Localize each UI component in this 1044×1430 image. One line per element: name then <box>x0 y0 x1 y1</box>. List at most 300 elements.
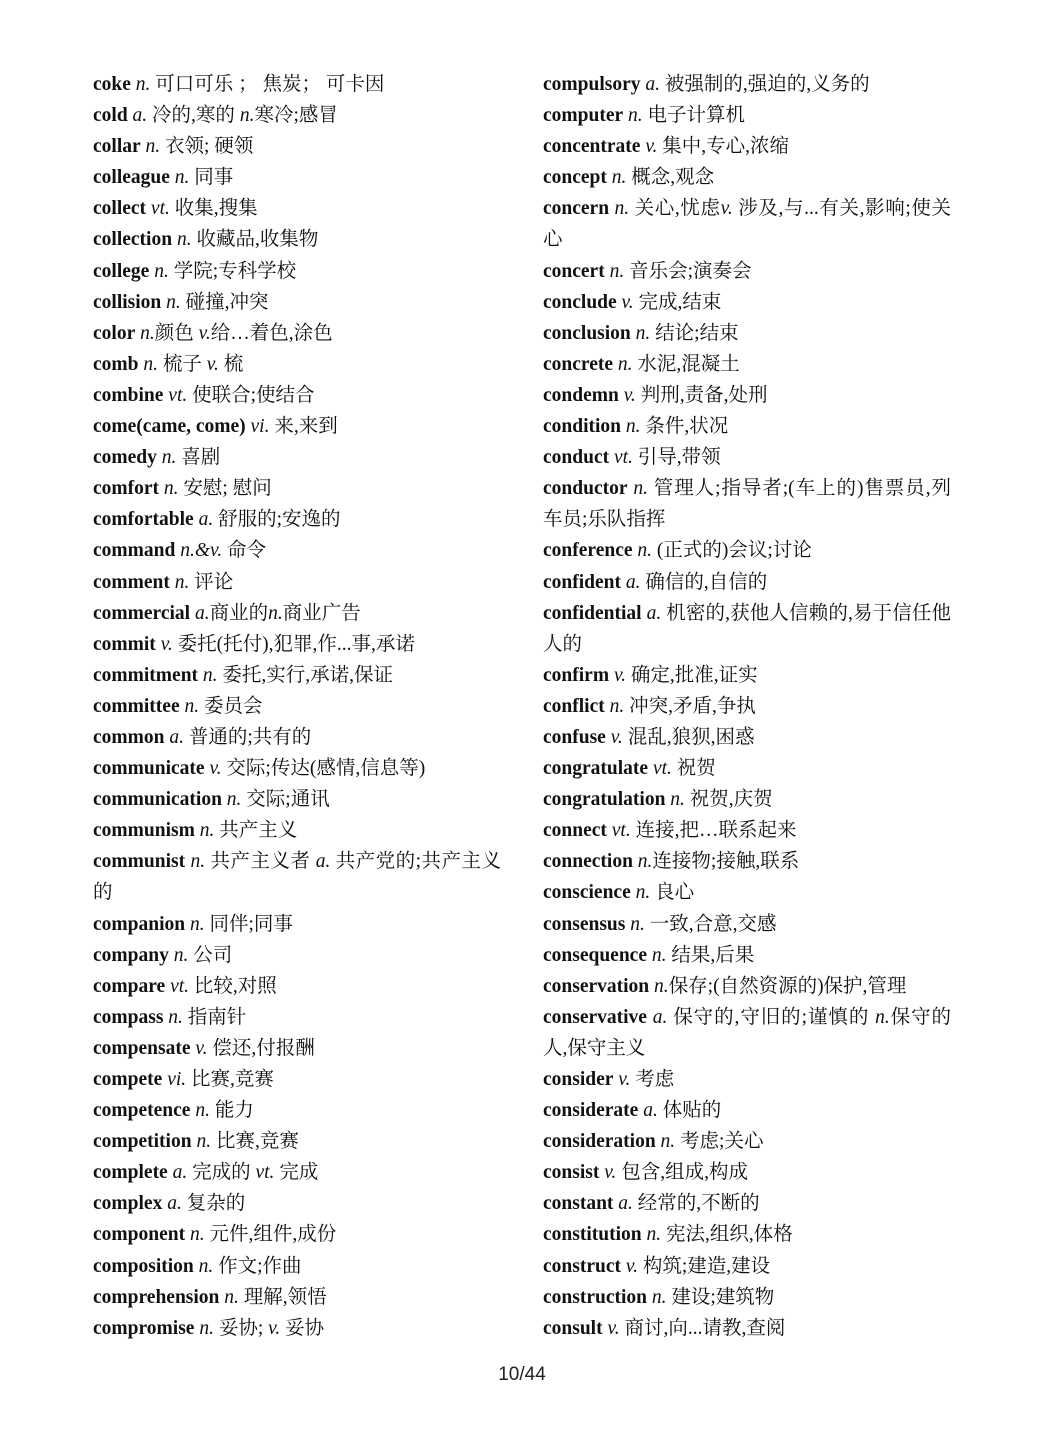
definition: 祝贺 <box>671 758 716 780</box>
part-of-speech: v. <box>204 758 222 780</box>
headword: communist <box>93 851 186 873</box>
definition: 复杂的 <box>181 1193 246 1215</box>
headword: congratulation <box>543 789 666 811</box>
part-of-speech: a. <box>646 1006 668 1028</box>
part-of-speech: a. <box>315 851 331 873</box>
part-of-speech: n. <box>621 416 641 438</box>
headword: confidential <box>543 602 642 624</box>
headword: company <box>93 944 169 966</box>
dictionary-entry <box>93 1064 501 1095</box>
dictionary-entry <box>93 753 501 784</box>
definition: 电子计算机 <box>642 105 746 127</box>
part-of-speech: vt. <box>648 758 672 780</box>
part-of-speech: n. <box>609 198 630 220</box>
dictionary-entry <box>543 877 951 908</box>
dictionary-entry <box>93 1002 501 1033</box>
dictionary-entry <box>93 224 501 255</box>
definition: 冲突,矛盾,争执 <box>624 695 756 717</box>
dictionary-entry <box>543 535 951 566</box>
definition: 公司 <box>188 944 233 966</box>
definition: 理解,领悟 <box>238 1286 327 1308</box>
part-of-speech: n. <box>163 1006 183 1028</box>
headword: committee <box>93 695 180 717</box>
part-of-speech: n. <box>604 695 625 717</box>
dictionary-entry <box>543 1002 951 1064</box>
part-of-speech: v. <box>618 384 636 406</box>
part-of-speech: n. <box>168 944 189 966</box>
dictionary-entry <box>93 69 501 100</box>
dictionary-entry <box>93 815 501 846</box>
definition: 涉及,与...有关,影响;使关心 <box>543 198 951 251</box>
dictionary-entry <box>93 287 501 318</box>
headword: command <box>93 540 176 562</box>
headword: confident <box>543 571 621 593</box>
headword: companion <box>93 913 186 935</box>
definition: 评论 <box>189 571 234 593</box>
headword: consensus <box>543 913 626 935</box>
part-of-speech: n. <box>623 105 643 127</box>
headword: condemn <box>543 384 619 406</box>
part-of-speech: a. <box>190 602 210 624</box>
definition: 梳子 <box>158 353 207 375</box>
dictionary-entry <box>543 846 951 877</box>
headword: conduct <box>543 447 610 469</box>
definition: 颜色 <box>154 322 199 344</box>
headword: competence <box>93 1100 191 1122</box>
dictionary-entry <box>93 318 501 349</box>
left-column <box>93 69 501 1344</box>
headword: common <box>93 726 165 748</box>
headword: compete <box>93 1069 163 1090</box>
part-of-speech: n. <box>641 1224 662 1246</box>
dictionary-entry <box>93 1219 501 1250</box>
dictionary-entry <box>93 909 501 940</box>
definition: 管理人;指导者;(车上的)售票员,列车员;乐队指挥 <box>543 478 952 531</box>
headword: consequence <box>543 944 647 966</box>
definition: 学院;专科学校 <box>168 260 297 282</box>
headword: conclude <box>543 291 617 313</box>
definition: 连接物;接触,联系 <box>652 851 800 873</box>
dictionary-entry <box>93 442 501 473</box>
dictionary-entry <box>93 940 501 971</box>
headword: comment <box>93 571 170 593</box>
page-number: 10/44 <box>498 1364 546 1385</box>
part-of-speech: a. <box>193 509 214 531</box>
dictionary-entry <box>543 1095 951 1126</box>
headword: concrete <box>543 353 614 375</box>
part-of-speech: v. <box>605 726 623 748</box>
definition: 能力 <box>209 1100 254 1122</box>
dictionary-entry <box>93 504 501 535</box>
headword: computer <box>543 105 624 127</box>
definition: 关心,忧虑 <box>629 198 721 220</box>
part-of-speech: a. <box>640 74 660 95</box>
definition: 一致,合意,交感 <box>644 913 777 935</box>
headword: conflict <box>543 695 605 717</box>
dictionary-entry <box>93 971 501 1002</box>
part-of-speech: vt. <box>163 384 188 406</box>
definition: 结论;结束 <box>650 322 739 344</box>
headword: commit <box>93 633 156 655</box>
definition: 指南针 <box>182 1006 247 1028</box>
definition: 商业广告 <box>282 602 361 624</box>
headword: consult <box>543 1317 603 1339</box>
dictionary-entry <box>93 535 501 566</box>
part-of-speech: n. <box>630 322 651 344</box>
dictionary-entry <box>93 567 501 598</box>
dictionary-entry <box>93 162 501 193</box>
dictionary-entry <box>93 691 501 722</box>
dictionary-entry <box>543 815 951 846</box>
dictionary-entry <box>93 1157 501 1188</box>
part-of-speech: n.&v. <box>175 540 223 562</box>
headword: competition <box>93 1131 192 1153</box>
headword: conclusion <box>543 322 631 344</box>
dictionary-entry <box>543 442 951 473</box>
part-of-speech: n. <box>185 851 206 873</box>
headword: confuse <box>543 726 606 748</box>
headword: consider <box>543 1069 614 1090</box>
dictionary-entry <box>543 1219 951 1250</box>
definition: 确信的,自信的 <box>640 571 768 593</box>
headword: compulsory <box>543 74 641 95</box>
dictionary-entry <box>543 1188 951 1219</box>
part-of-speech: n. <box>239 105 255 127</box>
definition: 交际;传达(感情,信息等) <box>221 758 426 780</box>
headword: collect <box>93 198 147 220</box>
definition: 结果,后果 <box>666 944 755 966</box>
headword: comfort <box>93 478 160 500</box>
part-of-speech: n. <box>625 913 645 935</box>
dictionary-entry <box>543 411 951 442</box>
definition: 委托,实行,承诺,保证 <box>217 664 394 686</box>
headword: communism <box>93 820 195 842</box>
definition: 梳 <box>218 353 244 375</box>
part-of-speech: v. <box>616 291 634 313</box>
definition: 来,来到 <box>269 416 338 438</box>
definition: 冷的,寒的 <box>147 105 240 127</box>
definition: 确定,批准,证实 <box>626 664 758 686</box>
dictionary-entry <box>543 69 951 100</box>
headword: compromise <box>93 1317 195 1339</box>
headword: comedy <box>93 447 157 469</box>
dictionary-entry <box>93 1126 501 1157</box>
dictionary-entry <box>543 349 951 380</box>
definition: 偿还,付报酬 <box>207 1037 315 1059</box>
headword: collar <box>93 136 141 158</box>
headword: conservation <box>543 975 650 997</box>
headword: concern <box>543 198 610 220</box>
dictionary-entry <box>93 846 501 908</box>
dictionary-entry <box>93 411 501 442</box>
dictionary-entry <box>543 567 951 598</box>
dictionary-entry <box>543 193 951 255</box>
part-of-speech: a. <box>641 602 662 624</box>
definition: (正式的)会议;讨论 <box>652 540 812 562</box>
part-of-speech: v. <box>609 664 627 686</box>
part-of-speech: v. <box>620 1255 638 1277</box>
headword: composition <box>93 1255 194 1277</box>
definition: 同伴;同事 <box>204 913 293 935</box>
dictionary-entry <box>543 256 951 287</box>
part-of-speech: v. <box>613 1069 631 1090</box>
headword: compass <box>93 1006 164 1028</box>
definition: 比赛,竞赛 <box>186 1069 274 1090</box>
part-of-speech: n. <box>649 975 669 997</box>
definition: 收藏品,收集物 <box>191 229 319 251</box>
part-of-speech: n. <box>613 353 633 375</box>
definition: 使联合;使结合 <box>187 384 315 406</box>
part-of-speech: a. <box>613 1193 633 1215</box>
definition: 包含,组成,构成 <box>616 1162 748 1184</box>
headword: comfortable <box>93 509 194 531</box>
headword: comb <box>93 353 139 375</box>
part-of-speech: vt. <box>609 447 633 469</box>
dictionary-entry <box>93 100 501 131</box>
definition: 商讨,向...请教,查阅 <box>619 1317 786 1339</box>
part-of-speech: n. <box>627 478 648 500</box>
definition: 元件,组件,成份 <box>204 1224 337 1246</box>
part-of-speech: n. <box>632 851 653 873</box>
dictionary-entry <box>93 660 501 691</box>
headword: coke <box>93 74 131 95</box>
definition: 比较,对照 <box>189 975 277 997</box>
part-of-speech: v. <box>206 353 219 375</box>
part-of-speech: a. <box>638 1100 658 1122</box>
part-of-speech: v. <box>155 633 173 655</box>
definition: 概念,观念 <box>626 167 715 189</box>
definition: 集中,专心,浓缩 <box>657 136 790 158</box>
dictionary-entry <box>543 287 951 318</box>
part-of-speech: v. <box>602 1317 620 1339</box>
definition: 商业的 <box>209 602 269 624</box>
headword: conscience <box>543 882 631 904</box>
part-of-speech: vt. <box>165 975 190 997</box>
part-of-speech: n. <box>630 882 651 904</box>
definition: 保守的,守旧的;谨慎的 <box>667 1006 876 1028</box>
headword: concept <box>543 167 607 189</box>
part-of-speech: vt. <box>606 820 631 842</box>
dictionary-entry <box>543 473 951 535</box>
definition: 混乱,狼狈,困惑 <box>622 726 755 748</box>
dictionary-entry <box>93 349 501 380</box>
definition: 收集,搜集 <box>169 198 258 220</box>
headword: commitment <box>93 664 199 686</box>
right-column <box>543 69 951 1344</box>
part-of-speech: n. <box>138 353 158 375</box>
part-of-speech: n. <box>221 789 242 811</box>
headword: concentrate <box>543 136 641 158</box>
headword: colleague <box>93 167 170 189</box>
definition: 保守的人,保守主义 <box>543 1006 951 1059</box>
headword: conservative <box>543 1006 647 1028</box>
part-of-speech: n. <box>156 447 177 469</box>
dictionary-entry <box>543 100 951 131</box>
dictionary-entry <box>93 1033 501 1064</box>
headword: collision <box>93 291 162 313</box>
definition: 良心 <box>650 882 695 904</box>
part-of-speech: n. <box>655 1131 676 1153</box>
definition: 喜剧 <box>176 447 221 469</box>
headword: concert <box>543 260 605 282</box>
part-of-speech: n. <box>194 820 215 842</box>
part-of-speech: n. <box>172 229 192 251</box>
definition: 宪法,组织,体格 <box>661 1224 793 1246</box>
definition: 判刑,责备,处刑 <box>635 384 768 406</box>
dictionary-entry <box>543 1126 951 1157</box>
definition: 水泥,混凝土 <box>632 353 740 375</box>
part-of-speech: n. <box>161 291 181 313</box>
part-of-speech: n. <box>130 74 151 95</box>
headword: constant <box>543 1193 614 1215</box>
headword: college <box>93 260 150 282</box>
dictionary-entry <box>543 691 951 722</box>
definition: 机密的,获他人信赖的,易于信任他人的 <box>543 602 951 655</box>
definition: 被强制的,强迫的,义务的 <box>660 74 870 95</box>
part-of-speech: n. <box>185 913 205 935</box>
part-of-speech: vi. <box>245 416 270 438</box>
part-of-speech: n. <box>140 136 161 158</box>
part-of-speech: a. <box>164 726 184 748</box>
part-of-speech: n. <box>169 167 190 189</box>
part-of-speech: vt. <box>146 198 170 220</box>
part-of-speech: n. <box>191 1131 212 1153</box>
part-of-speech: n. <box>194 1317 214 1339</box>
dictionary-entry <box>93 473 501 504</box>
part-of-speech: vi. <box>162 1069 187 1090</box>
definition: 祝贺,庆贺 <box>684 789 773 811</box>
headword: compensate <box>93 1037 191 1059</box>
part-of-speech: vt. <box>255 1162 275 1184</box>
definition: 引导,带领 <box>632 447 721 469</box>
dictionary-entry <box>543 784 951 815</box>
definition: 构筑;建造,建设 <box>637 1255 771 1277</box>
part-of-speech: n. <box>185 1224 205 1246</box>
headword: combine <box>93 384 164 406</box>
definition: 可口可乐 ； 焦炭； 可卡因 <box>150 74 385 95</box>
definition: 同事 <box>189 167 234 189</box>
definition: 经常的,不断的 <box>632 1193 760 1215</box>
definition: 舒服的;安逸的 <box>213 509 341 531</box>
definition: 保存;(自然资源的)保护,管理 <box>668 975 907 997</box>
definition: 比赛,竞赛 <box>211 1131 299 1153</box>
dictionary-entry <box>93 629 501 660</box>
dictionary-entry <box>93 256 501 287</box>
part-of-speech: v. <box>268 1317 281 1339</box>
part-of-speech: n. <box>159 478 179 500</box>
dictionary-entry <box>93 1313 501 1344</box>
headword: conference <box>543 540 633 562</box>
dictionary-entry <box>543 660 951 691</box>
headword: color <box>93 322 136 344</box>
definition: 完成的 <box>187 1162 256 1184</box>
definition: 完成 <box>274 1162 319 1184</box>
headword: complex <box>93 1193 163 1215</box>
dictionary-entry <box>543 1282 951 1313</box>
part-of-speech: v. <box>720 198 733 220</box>
dictionary-entry <box>93 131 501 162</box>
dictionary-entry <box>543 971 951 1002</box>
headword: connect <box>543 820 607 842</box>
dictionary-entry <box>93 784 501 815</box>
headword: communication <box>93 789 222 811</box>
definition: 条件,状况 <box>640 416 729 438</box>
part-of-speech: n. <box>875 1006 890 1028</box>
headword: considerate <box>543 1100 639 1122</box>
dictionary-entry <box>543 722 951 753</box>
dictionary-entry <box>543 909 951 940</box>
part-of-speech: n. <box>665 789 685 811</box>
headword: connection <box>543 851 633 873</box>
headword: construct <box>543 1255 621 1277</box>
part-of-speech: n. <box>632 540 653 562</box>
headword: consist <box>543 1162 600 1184</box>
part-of-speech: a. <box>621 571 641 593</box>
dictionary-entry <box>93 598 501 629</box>
part-of-speech: n. <box>606 167 627 189</box>
dictionary-entry <box>543 1251 951 1282</box>
dictionary-entry <box>543 162 951 193</box>
dictionary-entry <box>543 318 951 349</box>
definition: 妥协; <box>213 1317 269 1339</box>
dictionary-entry <box>93 380 501 411</box>
definition: 连接,把…联系起来 <box>630 820 797 842</box>
headword: collection <box>93 229 173 251</box>
definition: 妥协 <box>280 1317 325 1339</box>
part-of-speech: n. <box>135 322 155 344</box>
headword: commercial <box>93 602 191 624</box>
part-of-speech: v. <box>190 1037 208 1059</box>
headword: constitution <box>543 1224 642 1246</box>
part-of-speech: n. <box>198 664 218 686</box>
part-of-speech: n. <box>190 1100 210 1122</box>
part-of-speech: n. <box>604 260 625 282</box>
definition: 共产党的;共产主义的 <box>93 851 501 904</box>
part-of-speech: n. <box>149 260 169 282</box>
part-of-speech: v. <box>640 136 658 158</box>
part-of-speech: n. <box>219 1286 239 1308</box>
dictionary-entry <box>93 1095 501 1126</box>
headword: compare <box>93 975 166 997</box>
definition: 完成,结束 <box>633 291 722 313</box>
headword: condition <box>543 416 622 438</box>
dictionary-entry <box>543 940 951 971</box>
headword: component <box>93 1224 186 1246</box>
headword: cold <box>93 105 128 127</box>
dictionary-entry <box>543 1064 951 1095</box>
dictionary-entry <box>93 1251 501 1282</box>
dictionary-entry <box>93 193 501 224</box>
dictionary-entry <box>543 753 951 784</box>
headword: congratulate <box>543 758 649 780</box>
definition: 共产主义者 <box>205 851 316 873</box>
dictionary-entry <box>93 722 501 753</box>
definition: 碰撞,冲突 <box>180 291 269 313</box>
headword: confirm <box>543 664 610 686</box>
dictionary-entry <box>93 1282 501 1313</box>
definition: 命令 <box>222 540 266 562</box>
dictionary-entry <box>543 131 951 162</box>
definition: 委员会 <box>199 695 263 717</box>
part-of-speech: a. <box>162 1193 182 1215</box>
dictionary-entry <box>543 380 951 411</box>
definition: 给…着色,涂色 <box>210 322 333 344</box>
definition: 寒冷;感冒 <box>254 105 338 127</box>
definition: 音乐会;演奏会 <box>624 260 752 282</box>
definition: 体贴的 <box>657 1100 722 1122</box>
definition: 作文;作曲 <box>213 1255 302 1277</box>
part-of-speech: a. <box>167 1162 188 1184</box>
